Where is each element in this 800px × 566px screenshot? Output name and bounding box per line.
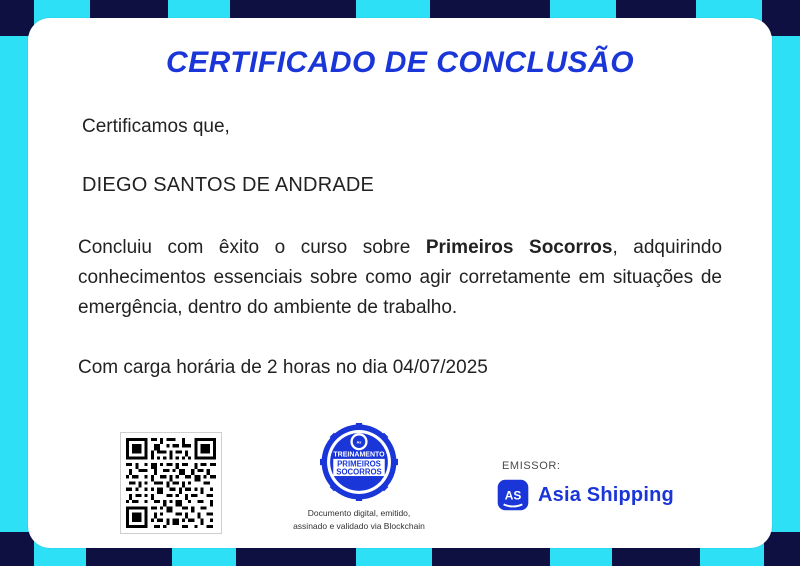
svg-text:SOCORROS: SOCORROS — [336, 467, 382, 477]
svg-text:TREINAMENTO: TREINAMENTO — [333, 451, 385, 459]
issuer-block — [496, 460, 726, 512]
qr-code-icon — [126, 438, 216, 528]
description-prefix: Concluiu com êxito o curso sobre — [78, 237, 426, 258]
seal-caption-line-1: Documento digital, emitido, — [307, 508, 411, 519]
seal-caption-line-2: assinado e validado via Blockchain — [293, 520, 425, 531]
asia-shipping-logo-icon — [496, 478, 530, 512]
description-paragraph — [78, 233, 722, 323]
issuer-logo — [496, 478, 726, 512]
issuer-name: Asia Shipping — [538, 483, 674, 506]
svg-text:As: As — [356, 440, 362, 446]
certificate-body — [28, 116, 772, 379]
workload-text: Com carga horária de 2 horas no dia 04/07/2025 — [78, 357, 488, 379]
training-seal-icon — [320, 423, 398, 501]
qr-code[interactable] — [120, 432, 222, 534]
issuer-label: EMISSOR: — [502, 460, 561, 472]
course-name: Primeiros Socorros — [425, 237, 613, 258]
certificate-footer — [28, 423, 772, 534]
certificate-card — [28, 18, 772, 548]
svg-text:PRIMEIROS: PRIMEIROS — [337, 460, 381, 470]
page-title: CERTIFICADO DE CONCLUSÃO — [165, 46, 635, 79]
greeting-text: Certificamos que, — [82, 116, 230, 137]
seal-block — [222, 423, 496, 532]
recipient-name: DIEGO SANTOS DE ANDRADE — [82, 174, 375, 196]
description-suffix: , adquirindo conhecimentos essenciais sobre como agir corretamente em situações de emergência, dentro do ambiente de trabalho. — [78, 237, 723, 319]
svg-text:AS: AS — [504, 488, 522, 503]
